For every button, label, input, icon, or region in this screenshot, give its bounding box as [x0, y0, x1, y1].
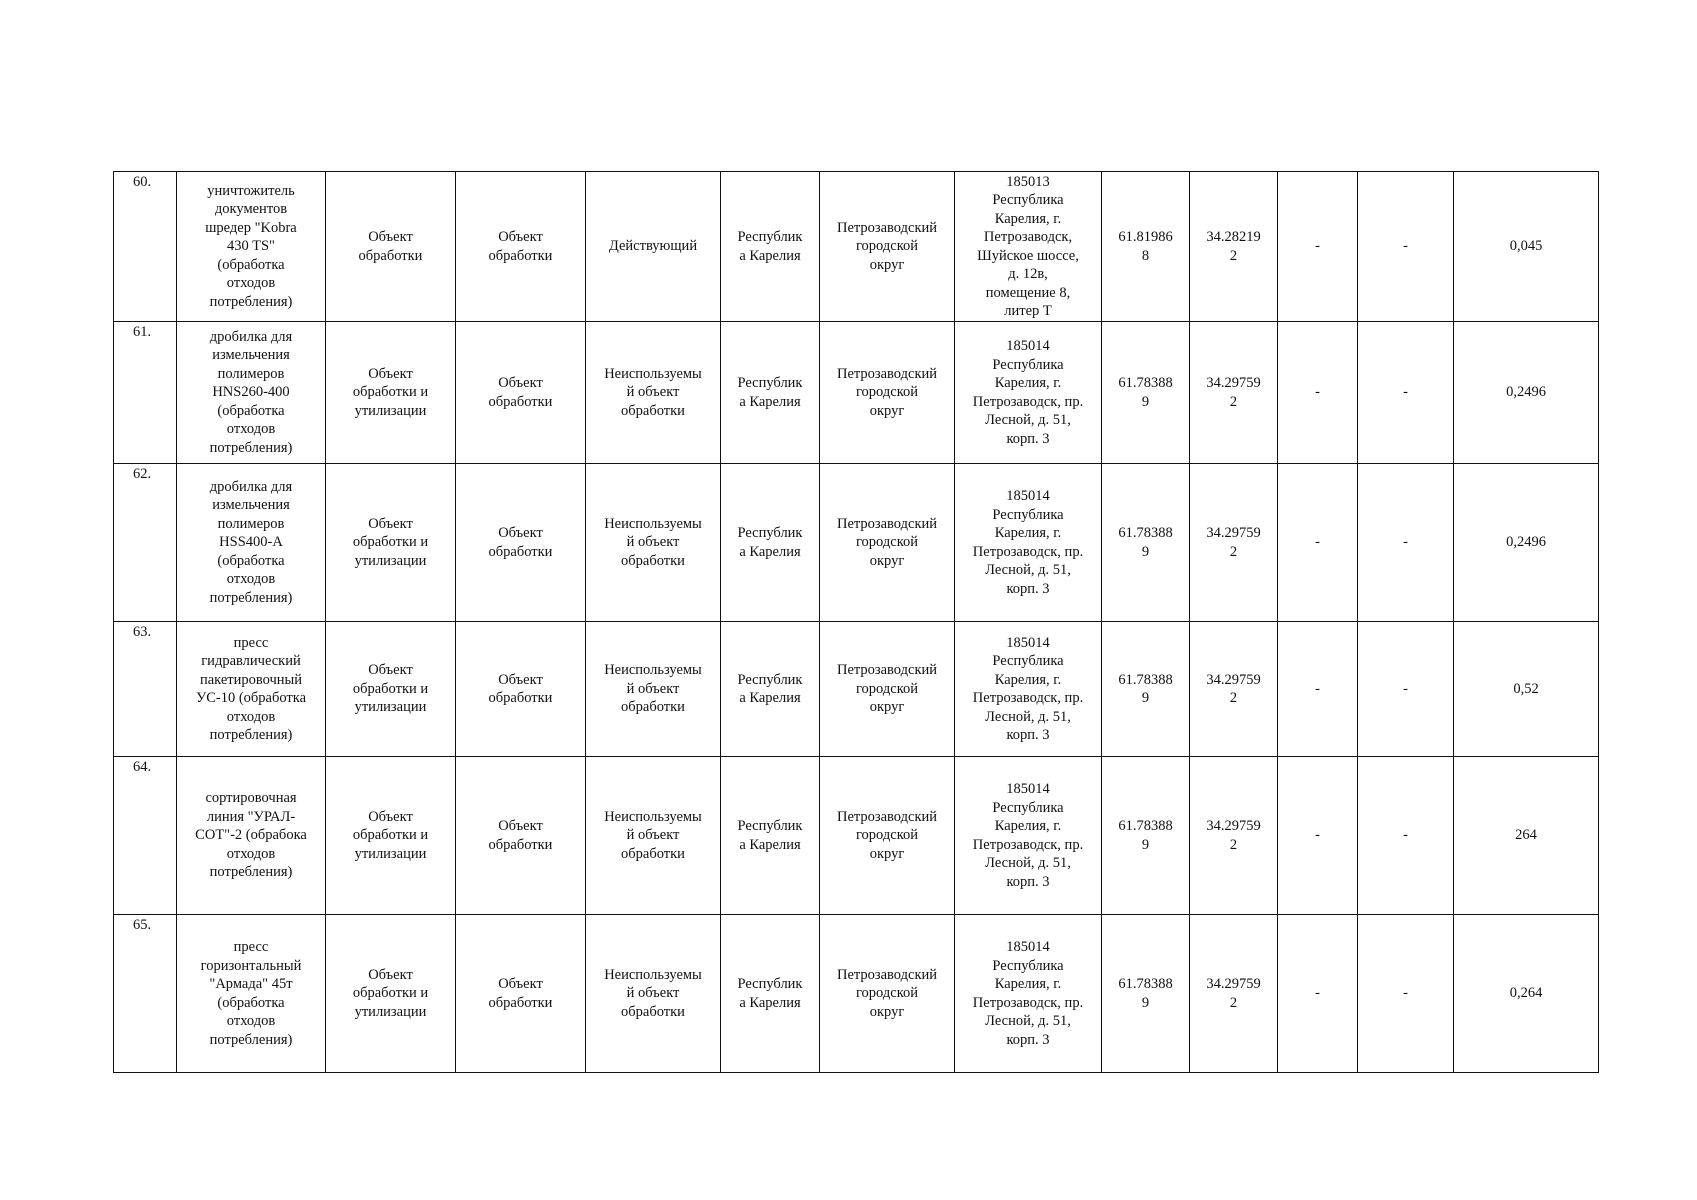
cell-text-line: 8	[1141, 247, 1150, 264]
cell-text-line: а Карелия	[739, 994, 801, 1011]
cell-text-line: городской	[855, 827, 919, 844]
table-body	[114, 172, 1599, 1073]
cell-text-line: Республик	[737, 976, 803, 992]
cell-text-line: Республик	[737, 525, 803, 541]
cell-text-line: Действующий	[608, 238, 698, 255]
cell-text-line: сортировочная	[205, 790, 297, 807]
cell-text-line: документов	[214, 201, 288, 218]
cell-text-line: корп. 3	[1006, 1031, 1050, 1048]
cell-text-line: 430 TS"	[227, 238, 275, 255]
cell-text-line: уничтожитель	[207, 182, 295, 199]
municipality-cell	[820, 622, 955, 757]
row-number-cell: 61.	[114, 322, 177, 464]
object-type-cell	[326, 915, 456, 1073]
region-cell	[721, 622, 820, 757]
municipality-cell	[820, 322, 955, 464]
cell-text-line: (обработка	[217, 994, 285, 1011]
dash-cell: -	[1358, 464, 1454, 622]
object-type-cell	[326, 322, 456, 464]
cell-text-line: Неиспользуемы	[604, 515, 702, 532]
cell-text-line: отходов	[226, 275, 276, 292]
capacity-cell: 0,52	[1454, 622, 1599, 757]
table-row	[114, 622, 1599, 757]
cell-text-line: округ	[869, 256, 905, 273]
object-type-cell	[326, 172, 456, 322]
latitude-cell	[1102, 915, 1190, 1073]
address-cell	[955, 464, 1102, 622]
cell-text-line: Петрозаводск, пр.	[972, 393, 1084, 410]
cell-text-line: корп. 3	[1006, 430, 1050, 447]
cell-text-line: Объект	[498, 976, 543, 992]
cell-text-line: отходов	[226, 421, 276, 438]
cell-text-line: обработки и	[352, 534, 429, 551]
dash-cell: -	[1278, 322, 1358, 464]
cell-text-line: литер Т	[1004, 303, 1052, 319]
object-type-cell	[326, 757, 456, 915]
cell-text-line: 185014	[1006, 634, 1050, 651]
cell-text-line: городской	[855, 384, 919, 401]
cell-text-line: обработки	[621, 402, 685, 419]
object-name-cell	[177, 172, 326, 322]
cell-text-line: а Карелия	[739, 543, 801, 560]
cell-text-line: Шуйское шоссе,	[977, 247, 1079, 264]
purpose-cell	[456, 322, 586, 464]
municipality-cell	[820, 172, 955, 322]
cell-text-line: помещение 8,	[985, 284, 1071, 301]
dash-cell: -	[1358, 172, 1454, 322]
cell-text-line: 61.78388	[1118, 525, 1173, 541]
cell-text-line: Лесной, д. 51,	[985, 855, 1071, 871]
cell-text-line: обработки и	[352, 384, 429, 401]
cell-text-line: (обработка	[217, 552, 285, 569]
cell-text-line: обработки	[488, 994, 553, 1011]
cell-text-line: 2	[1229, 543, 1238, 560]
longitude-cell	[1190, 757, 1278, 915]
cell-text-line: 185014	[1006, 338, 1050, 354]
dash-cell: -	[1278, 464, 1358, 622]
table-row	[114, 172, 1599, 322]
cell-text-line: 185013	[1006, 173, 1050, 190]
cell-text-line: городской	[855, 680, 919, 697]
cell-text-line: дробилка для	[209, 328, 293, 345]
cell-text-line: Объект	[368, 808, 413, 825]
cell-text-line: обработки	[621, 699, 685, 716]
cell-text-line: 34.28219	[1206, 229, 1261, 245]
cell-text-line: 61.78388	[1118, 375, 1173, 391]
cell-text-line: Неиспользуемы	[604, 365, 702, 382]
cell-text-line: д. 12в,	[1008, 266, 1048, 282]
cell-text-line: й объект	[626, 384, 680, 401]
cell-text-line: й объект	[626, 534, 680, 551]
municipality-cell	[820, 757, 955, 915]
dash-cell: -	[1278, 622, 1358, 757]
cell-text-line: а Карелия	[739, 247, 801, 264]
object-name-cell	[177, 622, 326, 757]
status-cell	[586, 464, 721, 622]
cell-text-line: 9	[1141, 994, 1150, 1011]
cell-text-line: гидравлический	[201, 653, 301, 669]
address-cell	[955, 322, 1102, 464]
cell-text-line: 9	[1141, 543, 1150, 560]
cell-text-line: (обработка	[217, 402, 285, 419]
cell-text-line: Карелия, г.	[994, 210, 1062, 227]
cell-text-line: пресс	[233, 939, 269, 955]
cell-text-line: HSS400-A	[219, 534, 283, 551]
cell-text-line: округ	[869, 402, 905, 419]
cell-text-line: УС-10 (обработка	[195, 690, 307, 706]
object-type-cell	[326, 464, 456, 622]
cell-text-line: й объект	[626, 827, 680, 844]
cell-text-line: 9	[1141, 836, 1150, 853]
cell-text-line: 2	[1229, 836, 1238, 853]
cell-text-line: 61.81986	[1118, 229, 1173, 245]
dash-cell: -	[1358, 915, 1454, 1073]
cell-text-line: корп. 3	[1006, 580, 1050, 597]
purpose-cell	[456, 172, 586, 322]
capacity-cell: 0,045	[1454, 172, 1599, 322]
cell-text-line: Республик	[737, 818, 803, 834]
cell-text-line: потребления)	[209, 864, 293, 881]
cell-text-line: HNS260-400	[212, 384, 290, 401]
capacity-cell: 264	[1454, 757, 1599, 915]
dash-cell: -	[1358, 622, 1454, 757]
longitude-cell	[1190, 464, 1278, 622]
cell-text-line: Петрозаводск, пр.	[972, 836, 1084, 853]
capacity-cell: 0,2496	[1454, 322, 1599, 464]
object-name-cell	[177, 915, 326, 1073]
cell-text-line: Объект	[368, 229, 413, 245]
cell-text-line: обработки	[488, 690, 553, 706]
cell-text-line: 185014	[1006, 781, 1050, 797]
row-number-cell: 63.	[114, 622, 177, 757]
cell-text-line: 9	[1141, 393, 1150, 410]
cell-text-line: обработки	[488, 543, 553, 560]
status-cell	[586, 172, 721, 322]
latitude-cell	[1102, 757, 1190, 915]
cell-text-line: СОТ"-2 (обрабока	[195, 827, 307, 844]
cell-text-line: корп. 3	[1006, 873, 1050, 890]
cell-text-line: Объект	[498, 525, 543, 541]
address-cell	[955, 757, 1102, 915]
cell-text-line: обработки	[621, 1003, 685, 1020]
purpose-cell	[456, 464, 586, 622]
table-row	[114, 915, 1599, 1073]
table-row	[114, 757, 1599, 915]
cell-text-line: 34.29759	[1206, 818, 1261, 834]
municipality-cell	[820, 915, 955, 1073]
cell-text-line: 2	[1229, 247, 1238, 264]
region-cell	[721, 915, 820, 1073]
status-cell	[586, 622, 721, 757]
latitude-cell	[1102, 464, 1190, 622]
cell-text-line: корп. 3	[1006, 727, 1050, 743]
row-number-cell: 64.	[114, 757, 177, 915]
cell-text-line: утилизации	[354, 699, 427, 716]
cell-text-line: полимеров	[217, 515, 285, 532]
purpose-cell	[456, 915, 586, 1073]
cell-text-line: Объект	[498, 375, 543, 391]
cell-text-line: округ	[869, 1003, 905, 1020]
cell-text-line: Петрозаводский	[836, 515, 938, 532]
waste-objects-table	[113, 171, 1599, 1073]
cell-text-line: Объект	[368, 515, 413, 532]
cell-text-line: Карелия, г.	[994, 375, 1062, 391]
cell-text-line: Республик	[737, 671, 803, 688]
capacity-cell: 0,264	[1454, 915, 1599, 1073]
purpose-cell	[456, 622, 586, 757]
cell-text-line: Лесной, д. 51,	[985, 708, 1071, 725]
cell-text-line: утилизации	[354, 845, 427, 862]
object-name-cell	[177, 757, 326, 915]
cell-text-line: а Карелия	[739, 393, 801, 410]
status-cell	[586, 322, 721, 464]
cell-text-line: отходов	[226, 571, 276, 588]
table-row	[114, 464, 1599, 622]
latitude-cell	[1102, 622, 1190, 757]
cell-text-line: Республика	[992, 653, 1064, 669]
object-name-cell	[177, 464, 326, 622]
cell-text-line: полимеров	[217, 365, 285, 382]
longitude-cell	[1190, 622, 1278, 757]
longitude-cell	[1190, 915, 1278, 1073]
cell-text-line: Петрозаводск, пр.	[972, 994, 1084, 1011]
region-cell	[721, 464, 820, 622]
cell-text-line: Петрозаводский	[836, 365, 938, 382]
cell-text-line: Карелия, г.	[994, 525, 1062, 541]
cell-text-line: обработки и	[352, 680, 429, 697]
cell-text-line: потребления)	[209, 589, 293, 606]
cell-text-line: Карелия, г.	[994, 671, 1062, 688]
dash-cell: -	[1278, 915, 1358, 1073]
cell-text-line: Республика	[992, 957, 1064, 974]
dash-cell: -	[1278, 757, 1358, 915]
cell-text-line: Неиспользуемы	[604, 808, 702, 825]
municipality-cell	[820, 464, 955, 622]
cell-text-line: пакетировочный	[199, 671, 303, 688]
latitude-cell	[1102, 172, 1190, 322]
cell-text-line: обработки	[488, 836, 553, 853]
status-cell	[586, 915, 721, 1073]
region-cell	[721, 172, 820, 322]
table-row	[114, 322, 1599, 464]
cell-text-line: обработки	[358, 247, 423, 264]
cell-text-line: 9	[1141, 690, 1150, 706]
status-cell	[586, 757, 721, 915]
dash-cell: -	[1358, 757, 1454, 915]
cell-text-line: округ	[869, 699, 905, 716]
region-cell	[721, 322, 820, 464]
address-cell	[955, 622, 1102, 757]
cell-text-line: Республика	[992, 192, 1064, 208]
cell-text-line: (обработка	[217, 256, 285, 273]
cell-text-line: Лесной, д. 51,	[985, 412, 1071, 428]
cell-text-line: Лесной, д. 51,	[985, 562, 1071, 578]
cell-text-line: 2	[1229, 994, 1238, 1011]
cell-text-line: 185014	[1006, 939, 1050, 955]
cell-text-line: городской	[855, 534, 919, 551]
cell-text-line: 61.78388	[1118, 818, 1173, 834]
cell-text-line: Республик	[737, 375, 803, 391]
cell-text-line: Объект	[498, 229, 543, 245]
cell-text-line: утилизации	[354, 1003, 427, 1020]
cell-text-line: отходов	[226, 708, 276, 725]
cell-text-line: округ	[869, 845, 905, 862]
address-cell	[955, 172, 1102, 322]
cell-text-line: Петрозаводск, пр.	[972, 690, 1084, 706]
cell-text-line: пресс	[233, 634, 269, 651]
purpose-cell	[456, 757, 586, 915]
object-type-cell	[326, 622, 456, 757]
cell-text-line: Объект	[368, 365, 413, 382]
longitude-cell	[1190, 172, 1278, 322]
cell-text-line: Лесной, д. 51,	[985, 1013, 1071, 1029]
dash-cell: -	[1358, 322, 1454, 464]
capacity-cell: 0,2496	[1454, 464, 1599, 622]
cell-text-line: шредер "Kobra	[205, 219, 297, 236]
cell-text-line: 2	[1229, 393, 1238, 410]
cell-text-line: утилизации	[354, 552, 427, 569]
cell-text-line: 34.29759	[1206, 375, 1261, 391]
cell-text-line: обработки	[621, 845, 685, 862]
longitude-cell	[1190, 322, 1278, 464]
cell-text-line: Карелия, г.	[994, 976, 1062, 992]
cell-text-line: 2	[1229, 690, 1238, 706]
cell-text-line: 61.78388	[1118, 976, 1173, 992]
cell-text-line: Петрозаводский	[836, 219, 938, 236]
cell-text-line: Республика	[992, 356, 1064, 373]
cell-text-line: "Армада" 45т	[209, 976, 293, 992]
cell-text-line: отходов	[226, 1013, 276, 1029]
cell-text-line: обработки	[621, 552, 685, 569]
row-number-cell: 60.	[114, 172, 177, 322]
cell-text-line: Петрозаводский	[836, 662, 938, 679]
cell-text-line: Петрозаводский	[836, 966, 938, 983]
cell-text-line: городской	[855, 985, 919, 1002]
cell-text-line: дробилка для	[209, 478, 293, 495]
dash-cell: -	[1278, 172, 1358, 322]
cell-text-line: а Карелия	[739, 836, 801, 853]
cell-text-line: й объект	[626, 985, 680, 1002]
cell-text-line: утилизации	[354, 402, 427, 419]
address-cell	[955, 915, 1102, 1073]
row-number-cell: 62.	[114, 464, 177, 622]
cell-text-line: потребления)	[209, 439, 293, 456]
cell-text-line: Объект	[498, 818, 543, 834]
cell-text-line: Объект	[368, 966, 413, 983]
cell-text-line: обработки	[488, 247, 553, 264]
cell-text-line: 61.78388	[1118, 671, 1173, 688]
cell-text-line: потребления)	[209, 1031, 293, 1048]
cell-text-line: Объект	[368, 662, 413, 679]
cell-text-line: 34.29759	[1206, 976, 1261, 992]
cell-text-line: Карелия, г.	[994, 818, 1062, 834]
cell-text-line: а Карелия	[739, 690, 801, 706]
cell-text-line: измельчения	[212, 347, 290, 364]
cell-text-line: потребления)	[209, 293, 293, 310]
object-name-cell	[177, 322, 326, 464]
cell-text-line: горизонтальный	[200, 957, 302, 974]
cell-text-line: обработки и	[352, 827, 429, 844]
cell-text-line: Республика	[992, 506, 1064, 523]
cell-text-line: 34.29759	[1206, 525, 1261, 541]
cell-text-line: округ	[869, 552, 905, 569]
cell-text-line: отходов	[226, 845, 276, 862]
cell-text-line: й объект	[626, 680, 680, 697]
row-number-cell: 65.	[114, 915, 177, 1073]
cell-text-line: 185014	[1006, 488, 1050, 504]
cell-text-line: Объект	[498, 671, 543, 688]
cell-text-line: обработки	[488, 393, 553, 410]
cell-text-line: 34.29759	[1206, 671, 1261, 688]
region-cell	[721, 757, 820, 915]
cell-text-line: Неиспользуемы	[604, 662, 702, 679]
cell-text-line: обработки и	[352, 985, 429, 1002]
cell-text-line: Республика	[992, 799, 1064, 816]
cell-text-line: потребления)	[209, 727, 293, 743]
cell-text-line: Неиспользуемы	[604, 966, 702, 983]
cell-text-line: Петрозаводск, пр.	[972, 543, 1084, 560]
cell-text-line: измельчения	[212, 497, 290, 514]
latitude-cell	[1102, 322, 1190, 464]
cell-text-line: линия "УРАЛ-	[206, 808, 296, 825]
cell-text-line: Петрозаводск,	[983, 229, 1073, 245]
cell-text-line: городской	[855, 238, 919, 255]
cell-text-line: Петрозаводский	[836, 808, 938, 825]
cell-text-line: Республик	[737, 229, 803, 245]
